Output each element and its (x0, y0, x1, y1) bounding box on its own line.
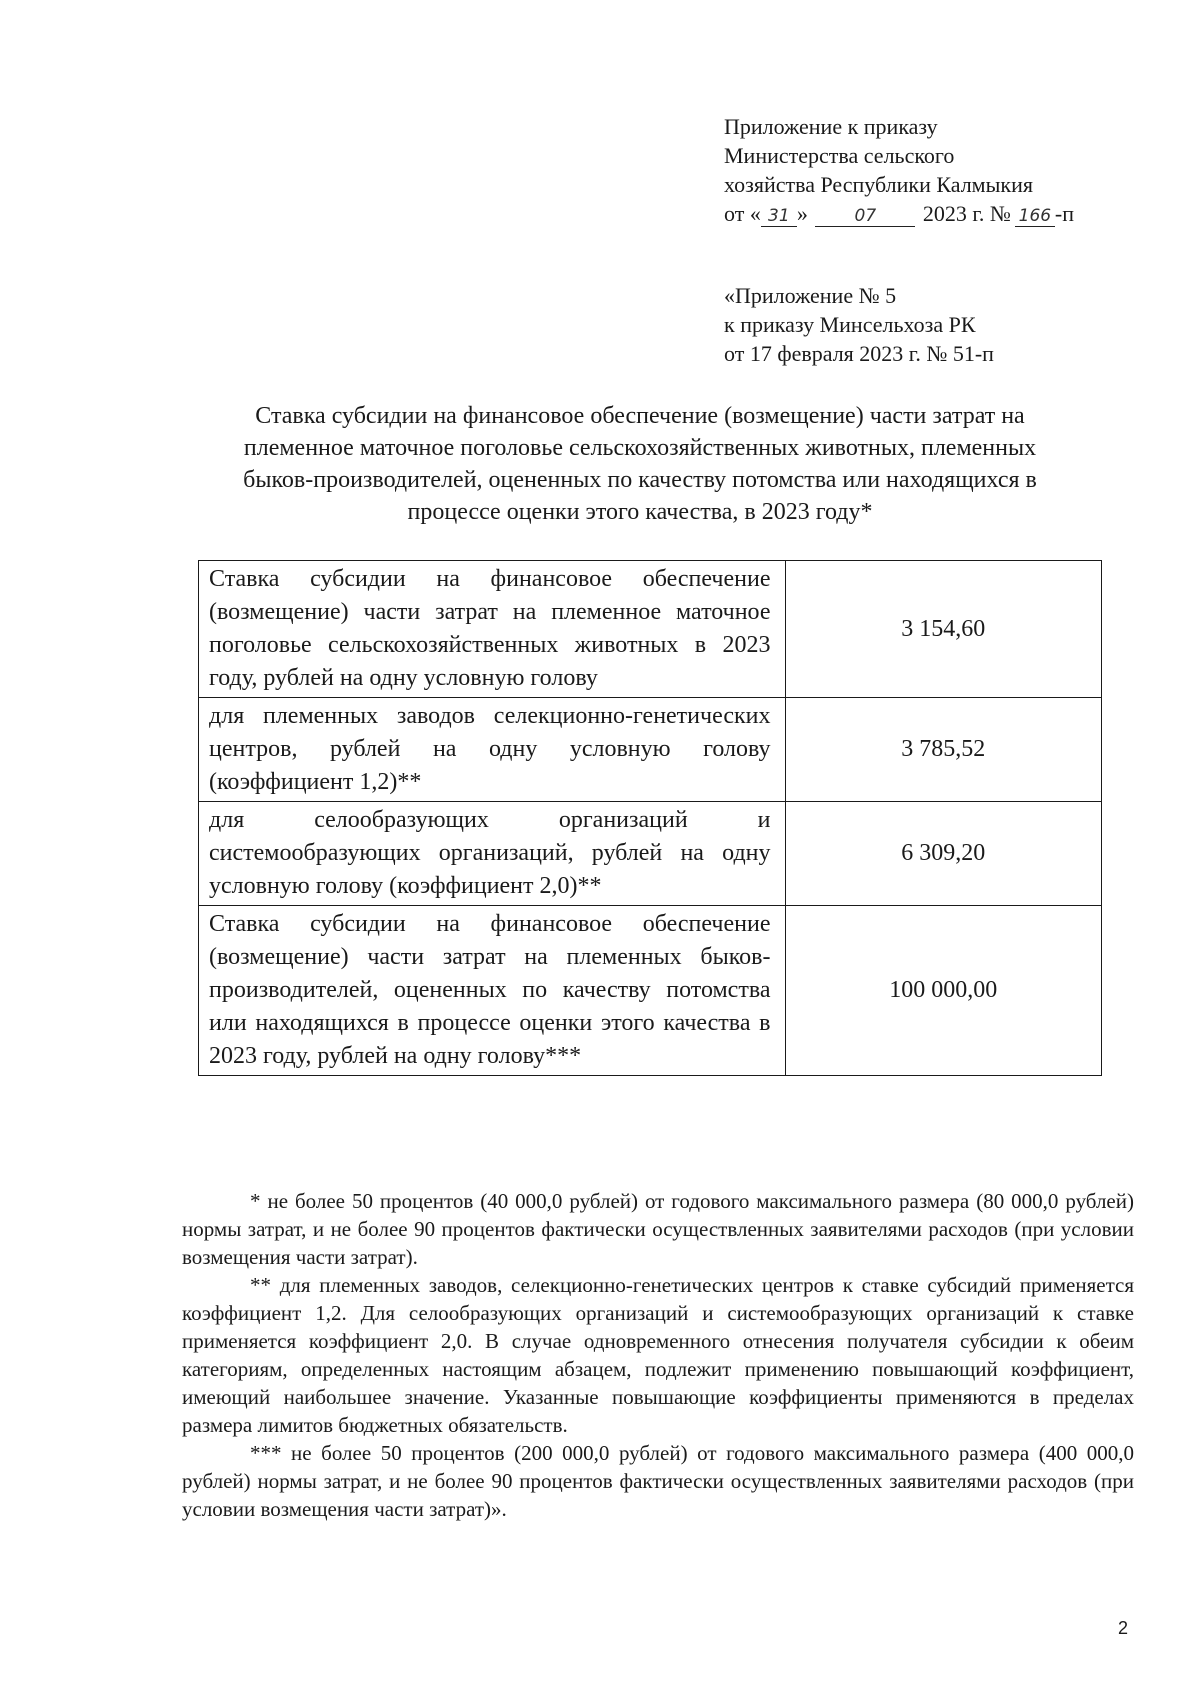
table-row (199, 698, 1102, 802)
footnote: * не более 50 процентов (40 000,0 рублей) от годового максимального размера (80 000,0 рублей) нормы затрат, и не более 90 процентов фактически осуществленных заявителями расходов (при условии возмещения части затрат). (182, 1189, 1134, 1269)
title-line: Ставка субсидии на финансовое обеспечение (возмещение) части затрат на (255, 403, 1025, 429)
rate-description: Ставка субсидии на финансовое обеспечение (возмещение) части затрат на племенных быков-производителей, оцененных по качеству потомства или находящихся в процессе оценки этого качества в 2023 году, рублей на одну голову*** (199, 906, 786, 1076)
appendix-quote-line: «Приложение № 5 (724, 283, 897, 308)
rates-table (198, 560, 1102, 1076)
footnote: ** для племенных заводов, селекционно-генетических центров к ставке субсидий применяется коэффициент 1,2. Для селообразующих организаций и системообразующих организаций к ставке применяется коэффициент 2,0. В случае одновременного отнесения получателя субсидии к обеим категориям, определенных настоящим абзацем, подлежит применению повышающий коэффициент, имеющий наибольшее значение. Указанные повышающие коэффициенты применяются в пределах размера лимитов бюджетных обязательств. (182, 1273, 1134, 1437)
order-year-text: 2023 г. № (922, 201, 1011, 226)
order-suffix: -п (1054, 201, 1074, 226)
rate-value: 100 000,00 (785, 906, 1102, 1076)
appendix-quote-line: от 17 февраля 2023 г. № 51-п (724, 341, 994, 366)
rate-value: 6 309,20 (785, 802, 1102, 906)
handwritten-month: 07 (815, 206, 915, 227)
appendix-header-line: хозяйства Республики Калмыкия (724, 172, 1033, 197)
rate-description: для племенных заводов селекционно-генетических центров, рублей на одну условную голову (коэффициент 1,2)** (199, 698, 786, 802)
appendix-header-line: Приложение к приказу (724, 114, 938, 139)
handwritten-order-number: 166 (1015, 206, 1055, 227)
date-day-close: » (796, 201, 808, 226)
table-row (199, 561, 1102, 698)
title-line: процессе оценки этого качества, в 2023 году* (407, 499, 873, 525)
order-date-line (724, 199, 1124, 228)
rate-description: Ставка субсидии на финансовое обеспечение (возмещение) части затрат на племенное маточное поголовье сельскохозяйственных животных в 2023 году, рублей на одну условную голову (199, 561, 786, 698)
document-title (150, 400, 1130, 528)
table-row (199, 802, 1102, 906)
date-prefix: от « (724, 201, 761, 226)
rate-value: 3 785,52 (785, 698, 1102, 802)
title-line: быков-производителей, оцененных по качеству потомства или находящихся в (243, 467, 1037, 493)
footnotes (182, 1187, 1134, 1523)
appendix-quote-line: к приказу Минсельхоза РК (724, 312, 976, 337)
rate-value: 3 154,60 (785, 561, 1102, 698)
handwritten-day: 31 (761, 206, 797, 227)
appendix-header (724, 112, 1124, 228)
rate-description: для селообразующих организаций и системообразующих организаций, рублей на одну условную голову (коэффициент 2,0)** (199, 802, 786, 906)
footnote: *** не более 50 процентов (200 000,0 рублей) от годового максимального размера (400 000,0 рублей) нормы затрат, и не более 90 процентов фактически осуществленных заявителями расходов (при условии возмещения части затрат)». (182, 1441, 1134, 1521)
title-line: племенное маточное поголовье сельскохозяйственных животных, племенных (243, 435, 1037, 461)
table-row (199, 906, 1102, 1076)
appendix-quote (724, 281, 1124, 368)
appendix-header-line: Министерства сельского (724, 143, 955, 168)
page-number: 2 (1118, 1618, 1129, 1638)
